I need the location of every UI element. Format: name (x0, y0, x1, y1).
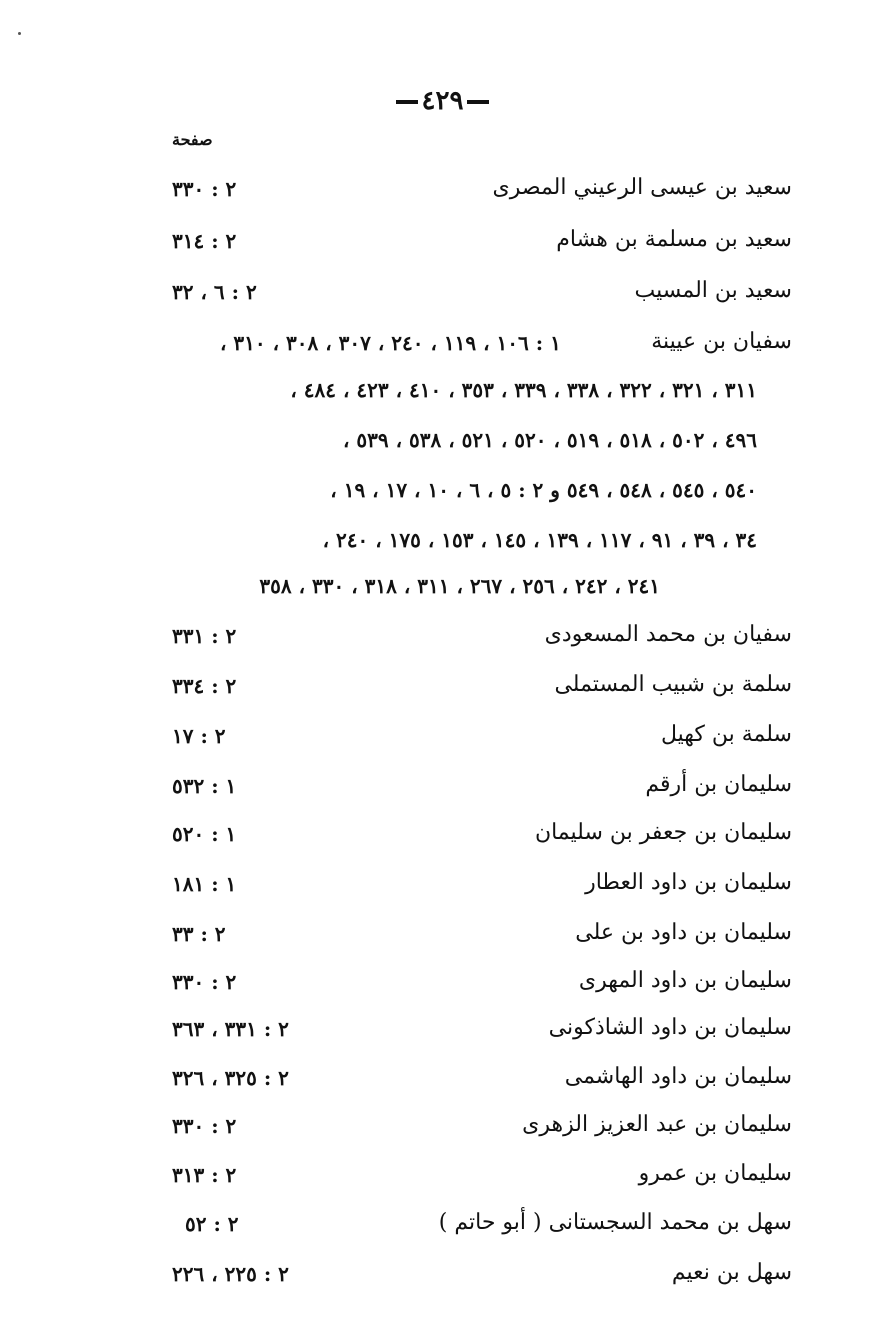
entry-name: سليمان بن عمرو (638, 1161, 792, 1186)
entry-name: سليمان بن داود الهاشمى (564, 1064, 792, 1089)
entry-ref: ٢ : ٣٣١ ، ٣٦٣ (172, 1017, 289, 1041)
entry-ref: ٢ : ١٧ (172, 724, 226, 748)
index-entry (0, 772, 885, 812)
index-entry (0, 175, 885, 215)
entry-ref-continuation: ٣٤ ، ٣٩ ، ٩١ ، ١١٧ ، ١٣٩ ، ١٤٥ ، ١٥٣ ، ١٧٥ ، ٢٤٠ ، (322, 528, 757, 552)
entry-name: سهل بن نعيم (671, 1260, 792, 1285)
entry-name: سليمان بن داود الشاذكونى (548, 1015, 792, 1040)
entry-ref: ٢ : ٣٣ (172, 922, 226, 946)
index-entry (0, 622, 885, 662)
entry-ref-continuation: ٥٤٠ ، ٥٤٥ ، ٥٤٨ ، ٥٤٩ و ٢ : ٥ ، ٦ ، ١٠ ، ١٧ ، ١٩ ، (330, 478, 757, 502)
entry-ref: ١ : ١٠٦ ، ١١٩ ، ٢٤٠ ، ٣٠٧ ، ٣٠٨ ، ٣١٠ ، (220, 331, 561, 355)
entry-name: سلمة بن كهيل (660, 722, 792, 747)
index-entry (0, 920, 885, 960)
index-entry (0, 1015, 885, 1055)
entry-ref: ٢ : ٣٣٠ (172, 970, 237, 994)
entry-name: سفيان بن محمد المسعودى (544, 622, 792, 647)
entry-name: سلمة بن شبيب المستملى (554, 672, 792, 697)
index-entry (0, 672, 885, 712)
page-number-text: ٤٢٩ (421, 86, 464, 116)
index-entry (0, 1210, 885, 1250)
entry-name: سهل بن محمد السجستانى ( أبو حاتم ) (438, 1210, 792, 1235)
index-entry (0, 722, 885, 762)
entry-ref: ٢ : ٣٣٤ (172, 674, 237, 698)
entry-name: سعيد بن المسيب (634, 278, 792, 303)
index-entry (0, 870, 885, 910)
entry-ref-continuation: ٣١١ ، ٣٢١ ، ٣٢٢ ، ٣٣٨ ، ٣٣٩ ، ٣٥٣ ، ٤١٠ ، ٤٢٣ ، ٤٨٤ ، (290, 378, 757, 402)
page-number-dash-right (467, 100, 489, 104)
entry-name: سليمان بن داود بن على (575, 920, 792, 945)
entry-ref: ٢ : ٦ ، ٣٢ (172, 280, 257, 304)
entry-ref: ٢ : ٢٢٥ ، ٢٢٦ (172, 1262, 289, 1286)
index-entry (0, 820, 885, 860)
page-number-dash-left (396, 100, 418, 104)
entry-name: سليمان بن داود العطار (585, 870, 792, 895)
entry-ref: ١ : ٥٢٠ (172, 822, 237, 846)
index-entry (0, 1161, 885, 1201)
index-entry (0, 1260, 885, 1300)
index-entry (0, 1064, 885, 1104)
entry-name: سليمان بن أرقم (645, 772, 792, 797)
page-number (0, 86, 885, 116)
entry-ref-continuation: ٢٤١ ، ٢٤٢ ، ٢٥٦ ، ٢٦٧ ، ٣١١ ، ٣١٨ ، ٣٣٠ ، ٣٥٨ (259, 574, 660, 598)
entry-name: سعيد بن عيسى الرعيني المصرى (492, 175, 792, 200)
entry-ref-continuation: ٤٩٦ ، ٥٠٢ ، ٥١٨ ، ٥١٩ ، ٥٢٠ ، ٥٢١ ، ٥٣٨ ، ٥٣٩ ، (342, 428, 757, 452)
entry-ref: ١ : ١٨١ (172, 872, 237, 896)
index-entry (0, 329, 885, 369)
entry-ref: ٢ : ٣١٤ (172, 229, 237, 253)
page-column-header: صفحة (172, 130, 213, 149)
entry-ref: ٢ : ٣٢٥ ، ٣٢٦ (172, 1066, 289, 1090)
entry-ref: ٢ : ٣٣١ (172, 624, 237, 648)
index-entry (0, 278, 885, 318)
entry-name: سعيد بن مسلمة بن هشام (556, 227, 792, 252)
index-entry (0, 968, 885, 1008)
entry-ref: ٢ : ٣١٣ (172, 1163, 237, 1187)
entry-ref: ٢ : ٣٣٠ (172, 177, 237, 201)
entry-name: سليمان بن عبد العزيز الزهرى (522, 1112, 792, 1137)
index-entry (0, 227, 885, 267)
entry-ref: ١ : ٥٣٢ (172, 774, 237, 798)
entry-ref: ٢ : ٥٢ (185, 1212, 239, 1236)
entry-name: سليمان بن جعفر بن سليمان (534, 820, 792, 845)
entry-name: سليمان بن داود المهرى (578, 968, 792, 993)
entry-ref: ٢ : ٣٣٠ (172, 1114, 237, 1138)
scan-mark (18, 32, 21, 35)
index-entry (0, 1112, 885, 1152)
entry-name: سفيان بن عيينة (651, 329, 792, 354)
